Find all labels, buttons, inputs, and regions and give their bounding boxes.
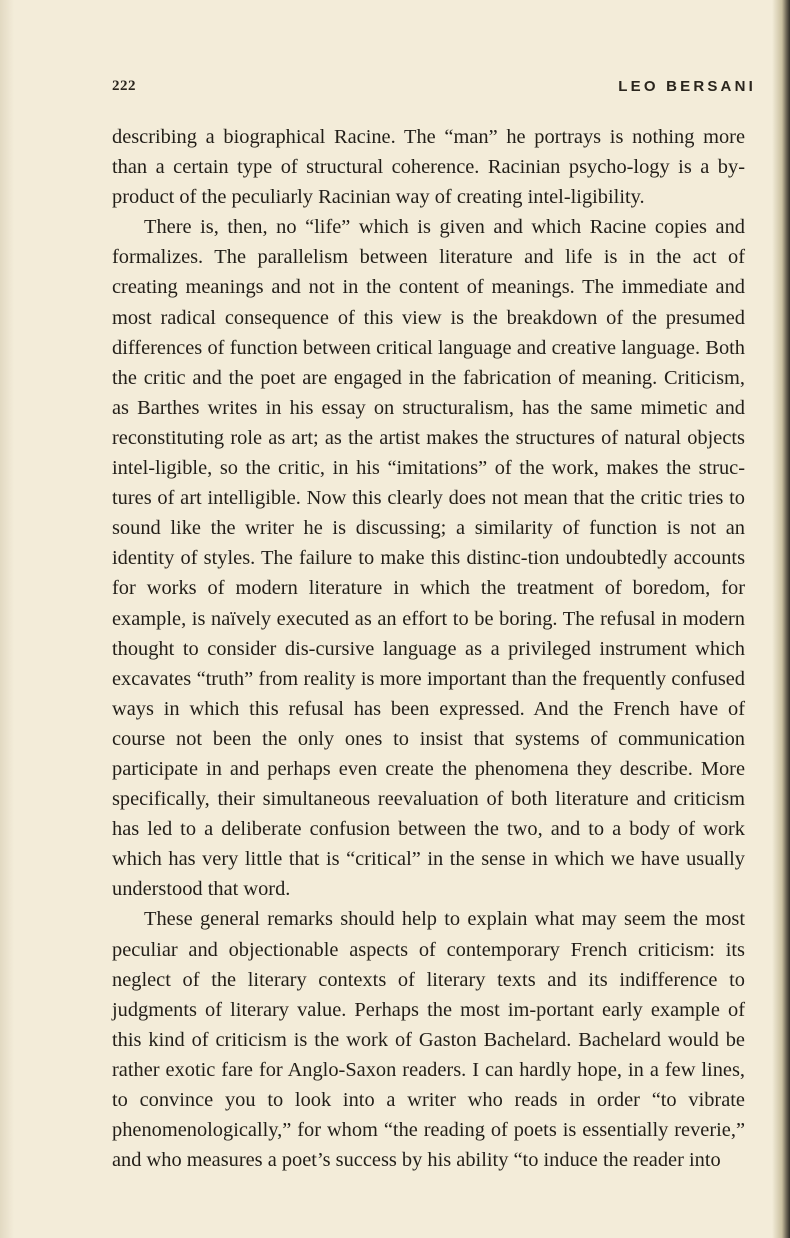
paragraph: These general remarks should help to explain what may seem the most peculiar and objectionable aspects of contemporary French criticism: its neglect of the literary contexts of literary texts and its indifference to judgments of literary value. Perhaps the most im-portant early example of this kind of criticism is the work of Gaston Bachelard. Bachelard would be rather exotic fare for Anglo-Saxon readers. I can hardly hope, in a few lines, to convince you to look into a writer who reads in order “to vibrate phenomenologically,” for whom “the reading of poets is essentially reverie,” and who measures a poet’s success by his ability “to induce the reader into bbox=[112, 908, 745, 1172]
page-number: 222 bbox=[112, 78, 136, 94]
running-head: LEO BERSANI bbox=[618, 78, 756, 95]
page-gutter-shadow bbox=[0, 0, 14, 1238]
page-header bbox=[112, 78, 756, 100]
paragraph: There is, then, no “life” which is given and which Racine copies and formalizes. The parallelism between literature and life is in the act of creating meanings and not in the content of meanings. The immediate and most radical consequence of this view is the breakdown of the presumed differences of function between critical language and creative language. Both the critic and the poet are engaged in the fabrication of meaning. Criticism, as Barthes writes in his essay on structuralism, has the same mimetic and reconstituting role as art; as the artist makes the structures of natural objects intel-ligible, so the critic, in his “imitations” of the work, makes the struc-tures of art intelligible. Now this clearly does not mean that the critic tries to sound like the writer he is discussing; a similarity of function is not an identity of styles. The failure to make this distinc-tion undoubtedly accounts for works of modern literature in which the treatment of boredom, for example, is naïvely executed as an effort to be boring. The refusal in modern thought to consider dis-cursive language as a privileged instrument which excavates “truth” from reality is more important than the frequently confused ways in which this refusal has been expressed. And the French have of course not been the only ones to insist that systems of communication participate in and perhaps even create the phenomena they describe. More specifically, their simultaneous reevaluation of both literature and criticism has led to a deliberate confusion between the two, and to a body of work which has very little that is “critical” in the sense in which we have usually understood that word. bbox=[112, 216, 745, 901]
page-edge-shadow bbox=[772, 0, 790, 1238]
body-text bbox=[112, 122, 745, 1175]
paragraph: describing a biographical Racine. The “man” he portrays is nothing more than a certain type of structural coherence. Racinian psycho-logy is a by-product of the peculiarly Racinian way of creating intel-ligibility. bbox=[112, 126, 745, 209]
